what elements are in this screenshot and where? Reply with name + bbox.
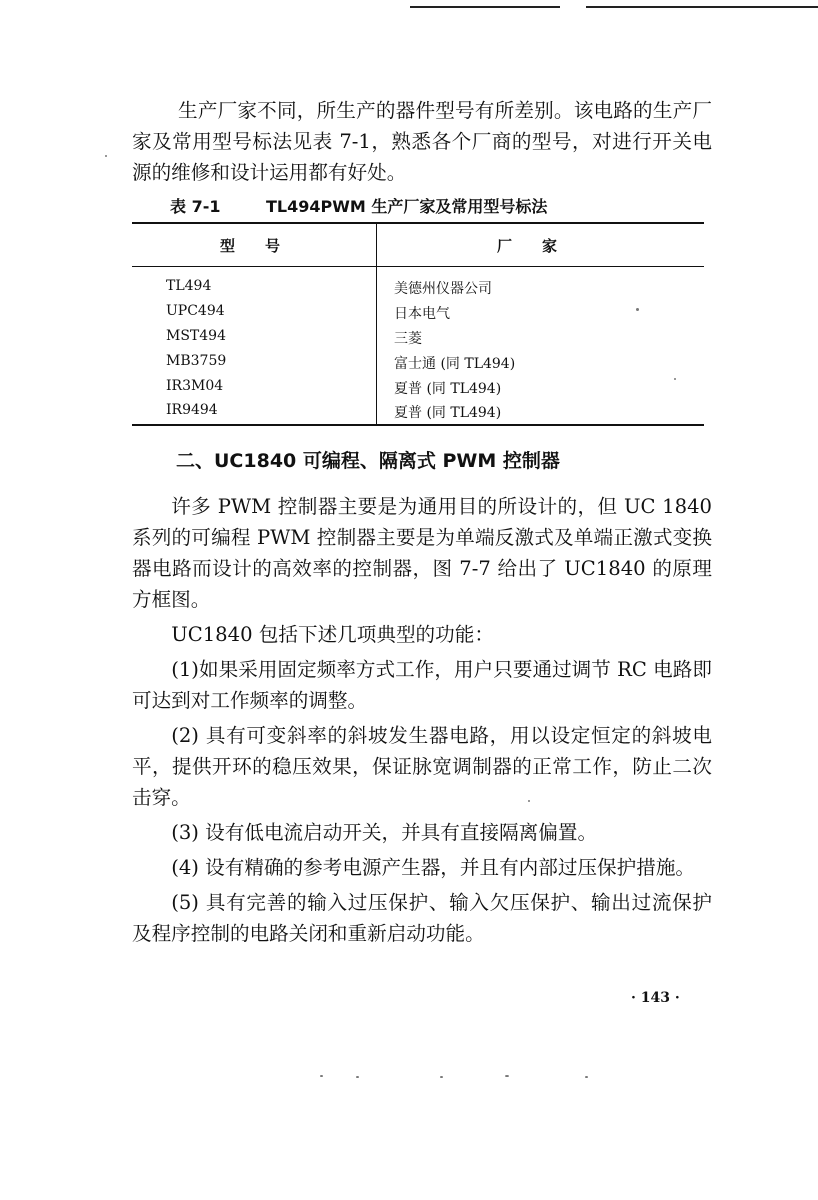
scan-speck [505,1075,509,1077]
scan-speck [636,308,639,311]
table-row-maker: 夏普 (同 TL494) [394,405,502,421]
scan-speck [320,1075,323,1077]
table-caption-number: 表 7-1 [170,197,221,216]
scan-speck [356,1076,359,1078]
table-row-maker: 夏普 (同 TL494) [394,381,502,397]
top-rule-right [586,6,818,8]
table-caption-title: TL494PWM 生产厂家及常用型号标法 [266,197,548,216]
top-rule-left [410,6,560,8]
table-row-maker: 日本电气 [394,306,450,322]
table-header-rule [132,266,704,267]
section-heading: 二、UC1840 可编程、隔离式 PWM 控制器 [176,450,560,472]
paragraph: (5) 具有完善的输入过压保护、输入欠压保护、输出过流保护及程序控制的电路关闭和重新启动功能。 [132,891,712,945]
table-column-divider [376,224,377,424]
table-caption [170,194,547,217]
paragraph: (4) 设有精确的参考电源产生器，并且有内部过压保护措施。 [171,856,696,879]
table-row-maker: 富士通 (同 TL494) [394,356,516,372]
scan-speck [585,1076,588,1078]
scan-speck [105,155,107,157]
manufacturer-table [132,222,704,426]
table-row-model: MB3759 [166,353,227,369]
table-header-maker: 厂 家 [497,237,558,255]
intro-paragraph: 生产厂家不同，所生产的器件型号有所差别。该电路的生产厂家及常用型号标法见表 7-1，熟悉各个厂商的型号，对进行开关电源的维修和设计运用都有好处。 [132,99,712,184]
scan-speck [528,800,530,802]
paragraph: (3) 设有低电流启动开关，并具有直接隔离偏置。 [171,821,598,844]
table-row-model: UPC494 [166,303,225,319]
paragraph: (2) 具有可变斜率的斜坡发生器电路，用以设定恒定的斜坡电平，提供开环的稳压效果，保证脉宽调制器的正常工作，防止二次击穿。 [132,724,712,809]
body-text [132,491,712,953]
table-row-maker: 三菱 [394,331,422,347]
paragraph: (1)如果采用固定频率方式工作，用户只要通过调节 RC 电路即可达到对工作频率的调整。 [132,658,712,712]
scan-speck [440,1076,443,1078]
table-row-maker: 美德州仪器公司 [394,281,492,297]
table-row-model: IR9494 [166,402,218,418]
table-row-model: IR3M04 [166,378,224,394]
paragraph: UC1840 包括下述几项典型的功能： [171,623,494,646]
paragraph: 许多 PWM 控制器主要是为通用目的所设计的，但 UC 1840 系列的可编程 PWM 控制器主要是为单端反激式及单端正激式变换器电路而设计的高效率的控制器，图 7-7 给出了 UC1840 的原理方框图。 [132,495,712,611]
scan-speck [674,378,676,380]
page-number: · 143 · [631,990,680,1006]
table-row-model: TL494 [166,278,212,294]
table-header-model: 型 号 [220,237,281,255]
table-row-model: MST494 [166,328,226,344]
